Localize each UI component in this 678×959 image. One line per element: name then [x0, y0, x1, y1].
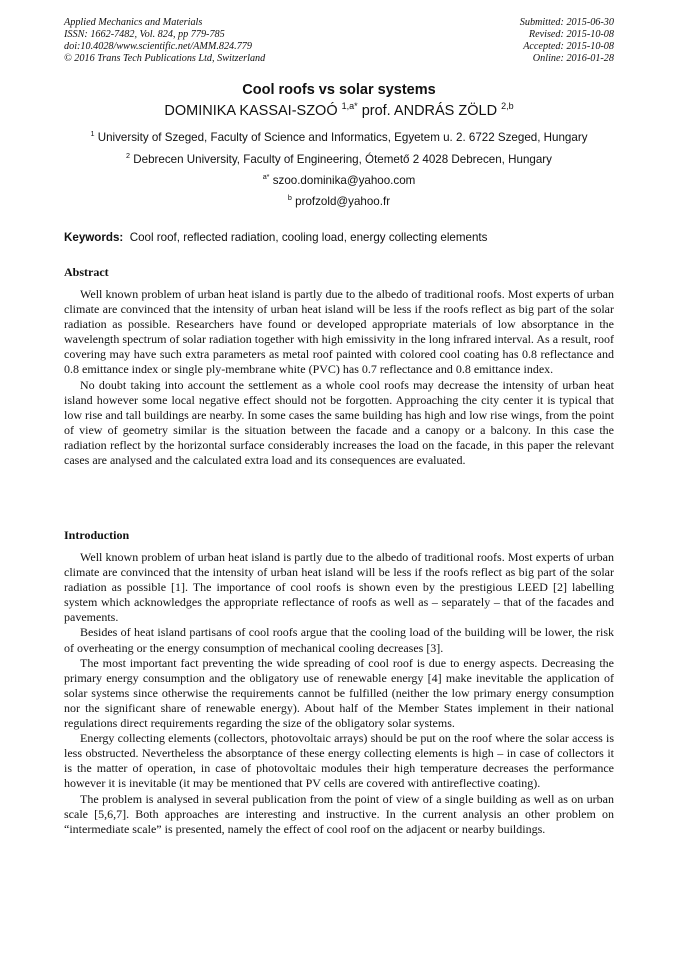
- journal-name: Applied Mechanics and Materials: [64, 17, 203, 28]
- journal-info: [64, 17, 265, 65]
- email-text: profzold@yahoo.fr: [295, 195, 391, 208]
- issn-line: ISSN: 1662-7482, Vol. 824, pp 779-785: [64, 29, 225, 40]
- affiliation-2: [0, 153, 678, 166]
- introduction-paragraph: Energy collecting elements (collectors, photovoltaic arrays) should be put on the roof where the solar access is less obstructed. Nevertheless the absorptance of these energy collecting elements is high – in case of collectors it is the matter of operation, in case of photovoltaic modules their high temperature decreases the performance however it is inevitable (it may be mentioned that PV cells are covered with antireflective coating).: [64, 731, 614, 791]
- abstract-heading: Abstract: [64, 265, 109, 279]
- affiliation-marker: 2: [126, 151, 131, 161]
- submitted-date: Submitted: 2015-06-30: [519, 17, 614, 28]
- online-date: Online: 2016-01-28: [532, 53, 614, 64]
- introduction-heading: Introduction: [64, 528, 130, 542]
- author-affiliation-marker: 1,a*: [341, 101, 358, 112]
- email-marker: b: [287, 193, 292, 203]
- author-name: DOMINIKA KASSAI-SZOÓ: [164, 103, 338, 119]
- abstract-paragraph: No doubt taking into account the settlement as a whole cool roofs may decrease the intensity of urban heat island however some local negative effect should not be forgotten. Approaching the city center it is typical that low rise and tall buildings are nearby. In some cases the same building has high and low rise wings, from the point of view of geometry similar is the situation between the facade and a canopy or a balcony. In this case the radiation reflect by the horizontal surface considerably increases the load on the facade, in this paper the relevant cases are analysed and the calculated extra load and its consequences are evaluated.: [64, 377, 614, 468]
- abstract-paragraph: Well known problem of urban heat island is partly due to the albedo of traditional roofs. Most experts of urban climate are convinced that the intensity of urban heat island will be less if the roofs reflect as big part of the solar radiation as possible. Researchers have found or developed appropriate materials of low absorptance in the wavelength spectrum of solar radiation together with high emissivity in the long infrared interval. As a result, roof covering may have such extra parameters as metal roof painted with colored cool coating has 0.8 reflectance and 0.8 emittance index or single ply-membrane white (PVC) has 0.7 reflectance and 0.8 emittance index.: [64, 287, 614, 377]
- author-affiliation-marker: 2,b: [501, 101, 514, 112]
- keywords-text: Cool roof, reflected radiation, cooling load, energy collecting elements: [129, 231, 488, 244]
- copyright-line: © 2016 Trans Tech Publications Ltd, Switzerland: [64, 53, 266, 64]
- email-a: [0, 174, 678, 187]
- affiliation-marker: 1: [90, 129, 95, 139]
- doi-line: doi:10.4028/www.scientific.net/AMM.824.779: [64, 41, 252, 52]
- email-b: [0, 195, 678, 208]
- accepted-date: Accepted: 2015-10-08: [523, 41, 614, 52]
- keywords: [64, 231, 624, 244]
- introduction-paragraph: Well known problem of urban heat island is partly due to the albedo of traditional roofs. Most experts of urban climate are convinced that the intensity of urban heat island will be less if the roofs reflect as big part of the solar radiation as possible [1]. The importance of cool roofs is shown even by the prestigious LEED [2] labelling system which acknowledges the appropriate reflectance of roofs as well as – separately – that of the facades and pavements.: [64, 550, 614, 625]
- paper-title: Cool roofs vs solar systems: [242, 82, 436, 98]
- introduction-paragraph: Besides of heat island partisans of cool roofs argue that the cooling load of the building will be lower, the risk of overheating or the energy consumption of mechanical cooling decreases [3].: [64, 625, 614, 655]
- affiliation-text: Debrecen University, Faculty of Engineering, Ótemető 2 4028 Debrecen, Hungary: [133, 153, 552, 166]
- revised-date: Revised: 2015-10-08: [528, 29, 614, 40]
- author-name: prof. ANDRÁS ZÖLD: [361, 103, 498, 119]
- introduction-body: [64, 550, 614, 837]
- submission-dates: [520, 17, 614, 65]
- email-marker: a*: [262, 172, 270, 182]
- affiliation-1: [0, 131, 678, 144]
- author-line: [0, 103, 678, 119]
- introduction-paragraph: The most important fact preventing the wide spreading of cool roof is due to energy aspects. Decreasing the primary energy consumption and the obligatory use of renewable energy [4] make inevitable the application of solar systems since otherwise the requirements cannot be fulfilled (neither the low primary energy consumption nor the significant share of renewable energy). About half of the Member States implement in their national regulations direct requirements regarding the size of the obligatory solar systems.: [64, 655, 614, 731]
- introduction-paragraph: The problem is analysed in several publication from the point of view of a single building as well as on urban scale [5,6,7]. Both approaches are interesting and instructive. In the current analysis an other problem on “intermediate scale” is presented, namely the effect of cool roof on the adjacent or nearby buildings.: [64, 791, 614, 836]
- keywords-label: Keywords:: [64, 231, 124, 244]
- affiliation-text: University of Szeged, Faculty of Science and Informatics, Egyetem u. 2. 6722 Szeged, Hungary: [97, 131, 588, 144]
- abstract-body: [64, 287, 614, 468]
- email-text: szoo.dominika@yahoo.com: [272, 174, 416, 187]
